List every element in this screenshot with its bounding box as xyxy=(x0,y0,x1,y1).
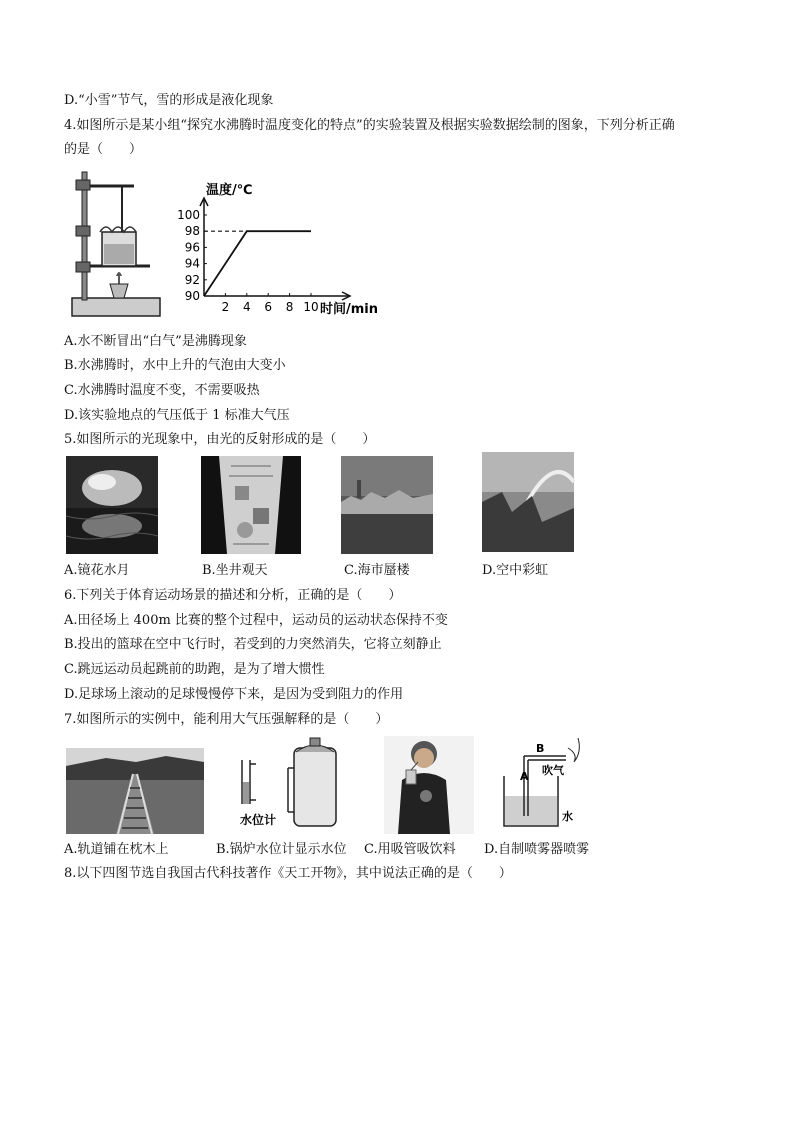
q7-option-b: B.锅炉水位计显示水位 xyxy=(216,842,347,857)
q7-sprayer-figure xyxy=(496,732,586,832)
q7-label-a: A xyxy=(520,770,529,783)
chart-y-tick-label: 96 xyxy=(184,240,200,255)
chart-x-tick-label: 4 xyxy=(242,300,251,314)
q5-option-c: C.海市蜃楼 xyxy=(344,563,410,578)
q6-option-c: C.跳远运动员起跳前的助跑，是为了增大惯性 xyxy=(64,662,325,677)
q4-stem-line1: 4.如图所示是某小组“探究水沸腾时温度变化的特点”的实验装置及根据实验数据绘制的图象，下列分析正确 xyxy=(64,118,675,133)
chart-x-tick-label: 10 xyxy=(303,300,319,314)
q7-option-a: A.轨道铺在枕木上 xyxy=(64,842,169,857)
q7-option-d: D.自制喷雾器喷雾 xyxy=(484,842,590,857)
q6-option-a: A.田径场上 400m 比赛的整个过程中，运动员的运动状态保持不变 xyxy=(64,613,448,628)
chart-y-tick-label: 100 xyxy=(177,208,200,222)
q7-label-blow: 吹气 xyxy=(542,764,564,777)
q4-option-d: D.该实验地点的气压低于 1 标准大气压 xyxy=(64,408,290,423)
q6-option-d: D.足球场上滚动的足球慢慢停下来，是因为受到阻力的作用 xyxy=(64,687,404,702)
q7-label-b: B xyxy=(536,742,545,755)
q5-option-d: D.空中彩虹 xyxy=(482,563,549,578)
chart-x-tick-label: 2 xyxy=(221,300,230,314)
chart-x-tick-label: 8 xyxy=(285,300,294,314)
q5-photo-rainbow xyxy=(482,452,574,552)
chart-x-tick-label: 6 xyxy=(264,300,273,314)
q5-option-a: A.镜花水月 xyxy=(64,563,130,578)
q4-option-b: B.水沸腾时，水中上升的气泡由大变小 xyxy=(64,358,286,373)
q8-stem: 8.以下四图节选自我国古代科技著作《天工开物》，其中说法正确的是（ ） xyxy=(64,866,512,881)
q3-option-d: D.“小雪”节气，雪的形成是液化现象 xyxy=(64,93,274,108)
q4-option-c: C.水沸腾时温度不变，不需要吸热 xyxy=(64,383,260,398)
q6-stem: 6.下列关于体育运动场景的描述和分析，正确的是（ ） xyxy=(64,588,402,603)
q7-boiler-gauge-figure xyxy=(236,738,346,834)
q7-photo-railway-track xyxy=(66,748,204,834)
chart-series-line xyxy=(204,231,311,296)
chart-y-tick-label: 98 xyxy=(184,224,200,239)
q7-option-c: C.用吸管吸饮料 xyxy=(364,842,456,857)
chart-y-tick-label: 92 xyxy=(184,272,200,287)
chart-y-axis-label: 温度/℃ xyxy=(206,183,253,198)
q5-stem: 5.如图所示的光现象中，由光的反射形成的是（ ） xyxy=(64,432,376,447)
chart-origin-label: 90 xyxy=(184,289,200,303)
boiling-apparatus-figure xyxy=(66,166,166,324)
q7-photo-boy-drinking xyxy=(384,736,474,834)
q6-option-b: B.投出的篮球在空中飞行时，若受到的力突然消失，它将立刻静止 xyxy=(64,637,442,652)
temperature-time-chart xyxy=(177,178,380,320)
q7-label-water: 水 xyxy=(562,810,573,823)
q5-option-b: B.坐井观天 xyxy=(202,563,268,578)
q7-gauge-label: 水位计 xyxy=(240,813,277,827)
q5-photo-well-sky xyxy=(201,456,301,554)
q4-option-a: A.水不断冒出“白气”是沸腾现象 xyxy=(64,334,247,349)
q4-stem-line2: 的是（ ） xyxy=(64,142,143,157)
chart-y-tick-label: 94 xyxy=(184,256,200,271)
chart-x-axis-label: 时间/min xyxy=(320,302,379,317)
q5-photo-mirage xyxy=(341,456,433,554)
q7-stem: 7.如图所示的实例中，能利用大气压强解释的是（ ） xyxy=(64,712,389,727)
q5-photo-mirror-flowers xyxy=(66,456,158,554)
